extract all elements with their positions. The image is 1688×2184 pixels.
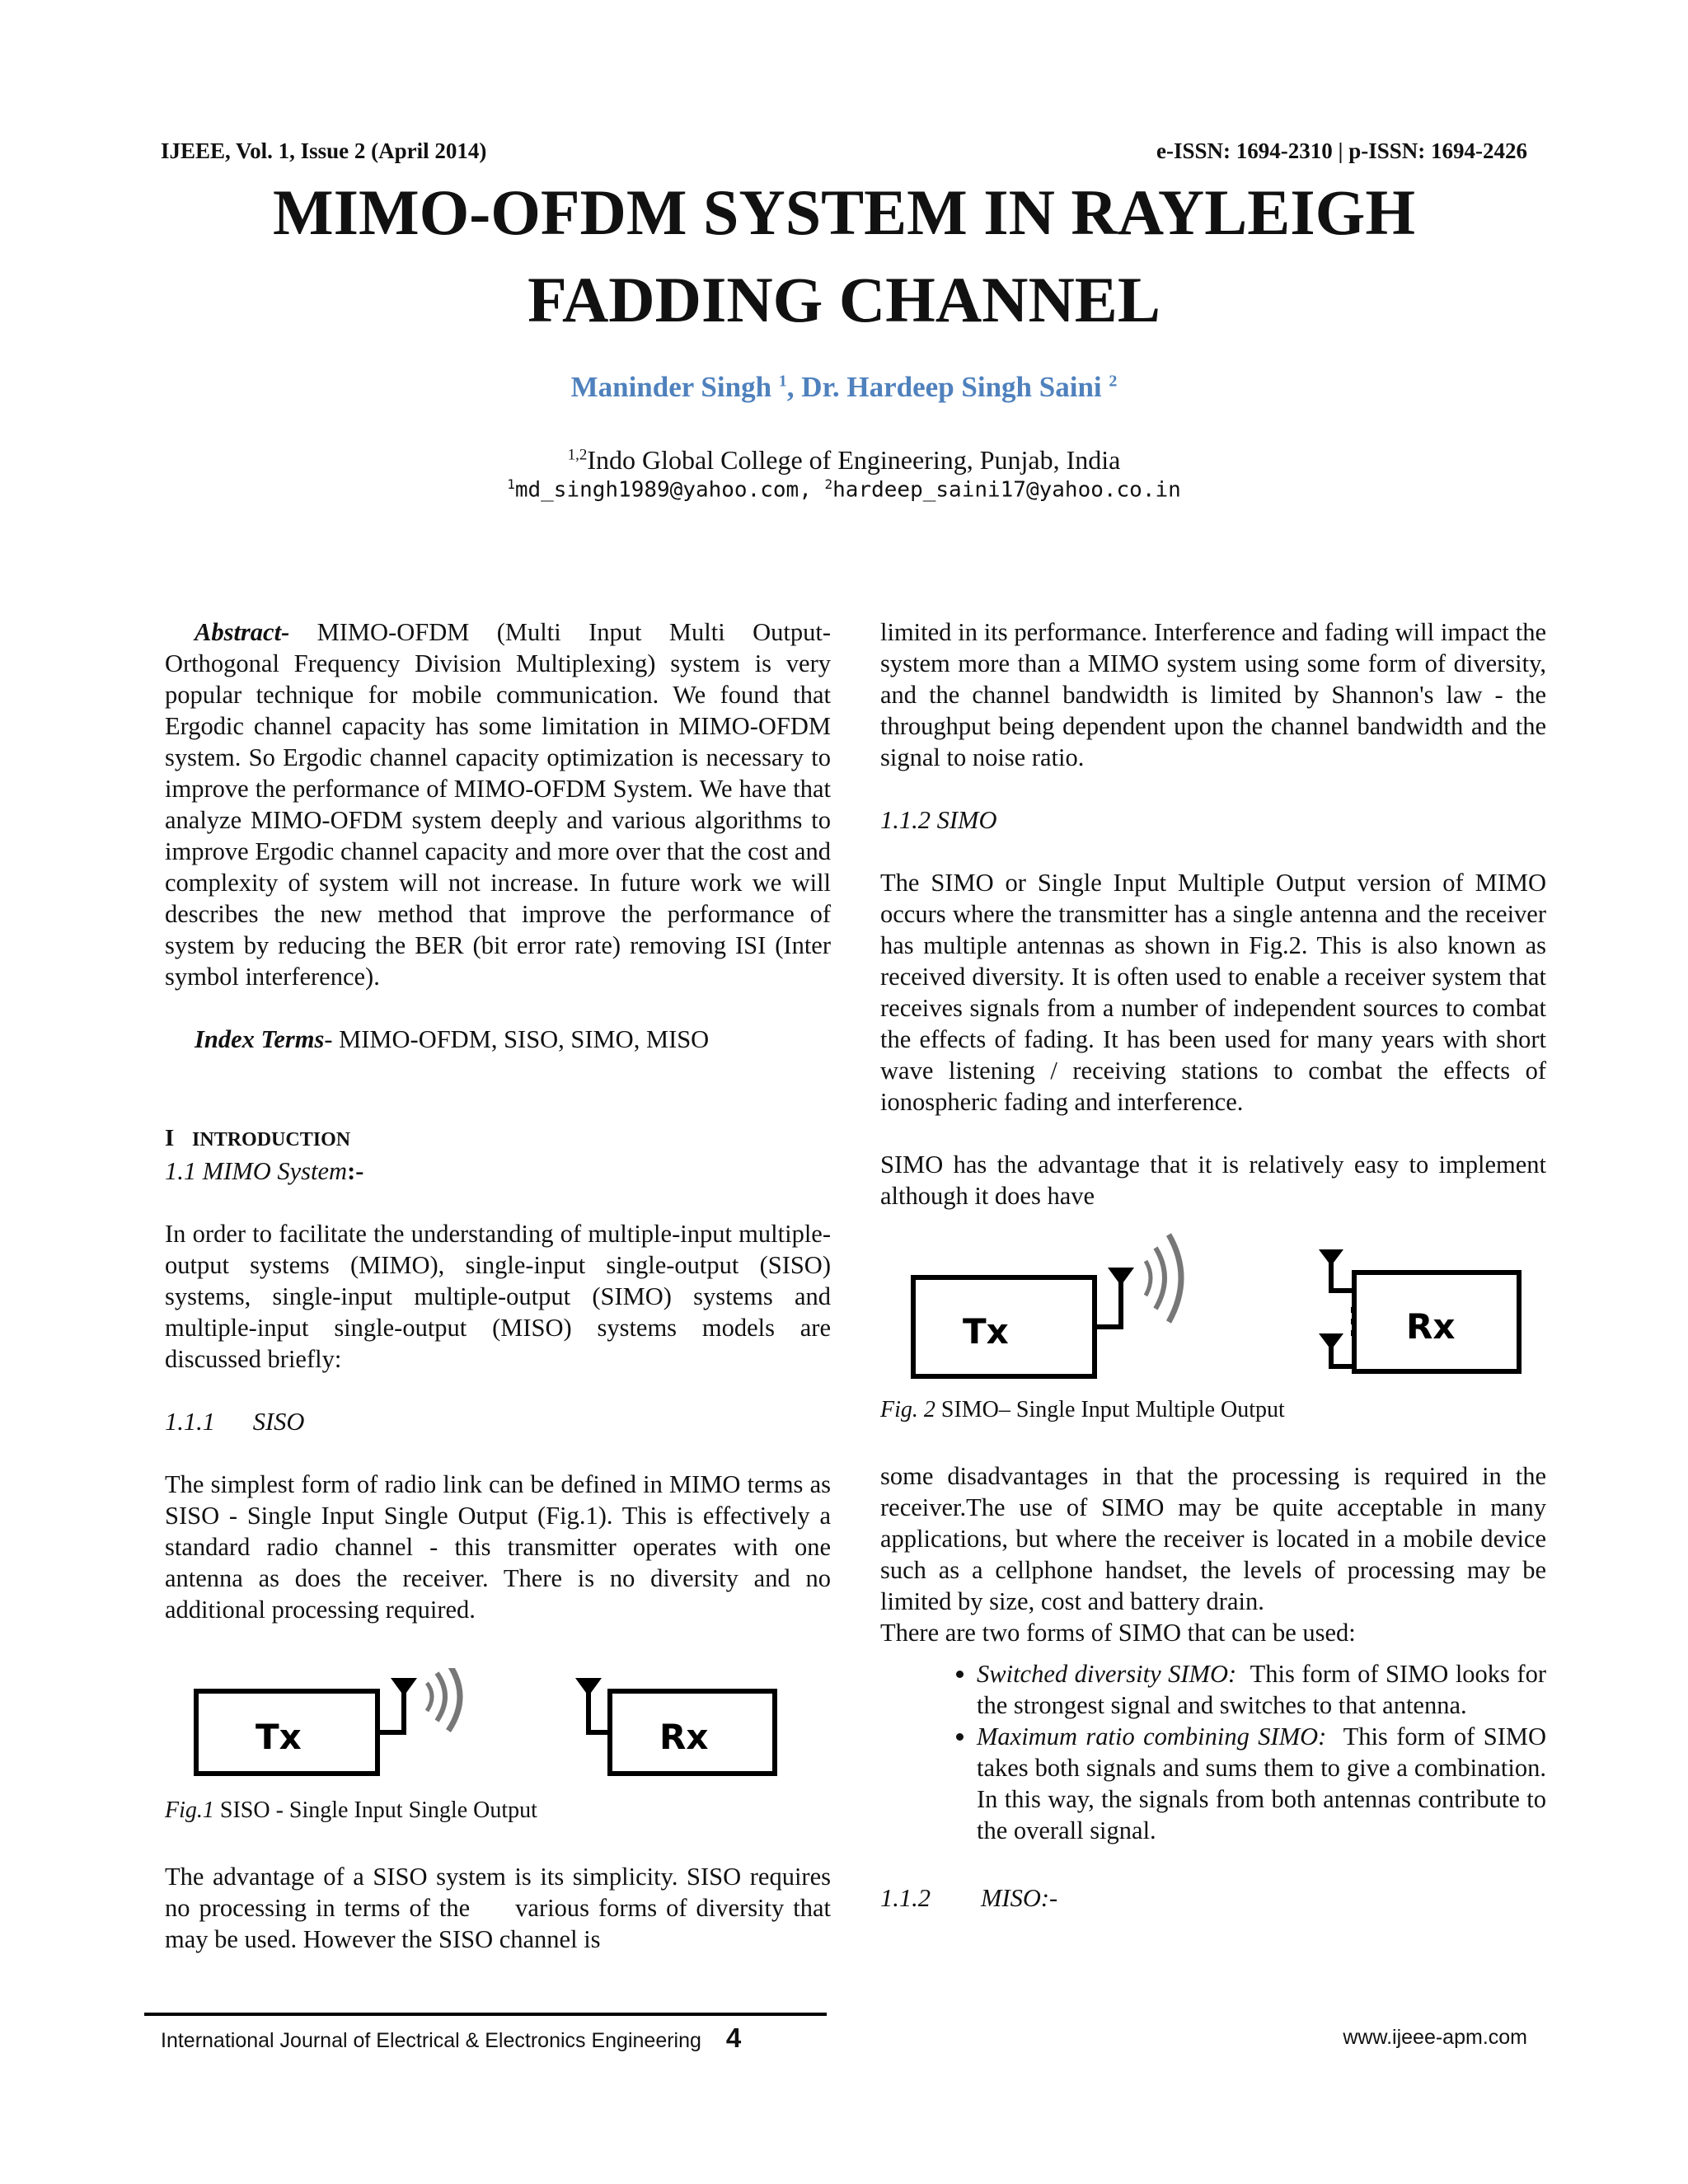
- section-title: INTRODUCTION: [192, 1129, 351, 1151]
- index-terms: [165, 1024, 831, 1055]
- wave-icon: [1156, 1248, 1165, 1309]
- author-2: Dr. Hardeep Singh Saini: [801, 371, 1102, 403]
- siso-limits-paragraph: limited in its performance. Interference and fading will impact the system more than a MIMO system using some form of diversity, and the channel bandwidth is limited by Shannon's law - the throughput being dependent upon the channel bandwidth and the signal to noise ratio.: [880, 618, 1546, 771]
- tx-antenna-head-icon: [1108, 1268, 1134, 1286]
- simo-paragraph: The SIMO or Single Input Multiple Output version of MIMO occurs where the transmitter has a single antenna and the receiver has multiple antennas as shown in Fig.2. This is also known as received diversity. It is often used to enable a receiver system that receives signals from a number of independent sources to combat the effects of fading. It has been used for many years with short wave listening / receiving stations to combat the effects of ionospheric fading and interference.: [880, 869, 1546, 1116]
- wave-icon: [1146, 1261, 1151, 1296]
- list-item: • Maximum ratio combining SIMO: This form of SIMO takes both signals and sums them to give a combination. In this way, the signals from both antennas contribute to the overall signal.: [977, 1721, 1546, 1846]
- emails: [0, 476, 1688, 503]
- email-1[interactable]: md_singh1989@yahoo.com,: [514, 477, 812, 503]
- abstract-label: Abstract-: [195, 618, 290, 646]
- wave-icon: [1169, 1235, 1181, 1322]
- author-1-sup: 1: [778, 372, 787, 391]
- figure-1-caption: Fig.1 SISO - Single Input Single Output: [165, 1797, 537, 1823]
- author-separator: ,: [786, 371, 802, 403]
- simo-forms-list: [880, 1658, 1553, 1846]
- subsection-simo: 1.1.2 SIMO: [880, 806, 997, 834]
- tx-label: Tx: [963, 1311, 1009, 1352]
- footer-url[interactable]: www.ijeee-apm.com: [1343, 2026, 1527, 2049]
- section-number: I: [165, 1125, 175, 1151]
- left-column: [165, 616, 837, 1955]
- footer-journal: International Journal of Electrical & Electronics Engineering 4: [161, 2022, 742, 2053]
- paper-title: [0, 169, 1688, 344]
- title-line-1: MIMO-OFDM SYSTEM IN RAYLEIGH: [272, 176, 1416, 248]
- email-1-sup: 1: [507, 476, 515, 492]
- tx-antenna-icon: [1095, 1281, 1121, 1327]
- author-2-sup: 2: [1109, 372, 1118, 391]
- wave-icon: [427, 1683, 432, 1711]
- figure-2: [880, 1228, 1546, 1393]
- subsection-miso: 1.1.2 MISO:-: [880, 1884, 1058, 1912]
- issn-header: e-ISSN: 1694-2310 | p-ISSN: 1694-2426: [1156, 138, 1527, 163]
- intro-paragraph: In order to facilitate the understanding of multiple-input multiple-output systems (MIMO), single-input single-output (SISO) systems, single-input multiple-output (SIMO) systems and multiple-input single-output (MISO) systems models are discussed briefly:: [165, 1220, 831, 1373]
- figure-1: [165, 1668, 831, 1792]
- abstract-text: MIMO-OFDM (Multi Input Multi Output-Orthogonal Frequency Division Multiplexing) system is very popular technique for mobile communication. We found that Ergodic channel capacity has some limitation in MIMO-OFDM system. So Ergodic channel capacity optimization is necessary to improve the performance of MIMO-OFDM System. We have that analyze MIMO-OFDM system deeply and various algorithms to improve Ergodic channel capacity and more over that the cost and complexity of system will not increase. In future work we will describes the new method that improve the performance of system by reducing the BER (bit error rate) removing ISI (Inter symbol interference).: [165, 618, 831, 991]
- affiliation-sup: 1,2: [567, 446, 588, 464]
- siso-advantage-paragraph: The advantage of a SISO system is its simplicity. SISO requires no processing in terms of the various forms of diversity that may be used. However the SISO channel is: [165, 1863, 837, 1953]
- rx-label: Rx: [1406, 1306, 1456, 1347]
- index-terms-text: - MIMO-OFDM, SISO, SIMO, MISO: [324, 1025, 710, 1053]
- tx-antenna-icon: [377, 1691, 404, 1732]
- footer-divider: [144, 2013, 827, 2016]
- tx-label: Tx: [256, 1717, 302, 1757]
- rx-antenna-1-icon: [1331, 1261, 1354, 1291]
- journal-header: IJEEE, Vol. 1, Issue 2 (April 2014): [161, 138, 487, 163]
- author-list: [0, 371, 1688, 404]
- page-number: 4: [725, 2022, 742, 2053]
- siso-diagram: [165, 1668, 831, 1792]
- title-line-2: FADDING CHANNEL: [528, 264, 1160, 335]
- simo-diagram: [880, 1228, 1546, 1393]
- rx-antenna-icon: [588, 1691, 610, 1732]
- tx-antenna-head-icon: [391, 1678, 417, 1696]
- subsection-mimo-system: 1.1 MIMO System:-: [165, 1157, 364, 1185]
- subsection-siso: 1.1.1 SISO: [165, 1408, 305, 1436]
- affiliation-text: Indo Global College of Engineering, Punjab, India: [587, 445, 1121, 475]
- simo-forms-intro: There are two forms of SIMO that can be used:: [880, 1619, 1356, 1647]
- list-item: • Switched diversity SIMO: This form of SIMO looks for the strongest signal and switches to that antenna.: [977, 1658, 1546, 1721]
- email-2-sup: 2: [824, 476, 833, 492]
- abstract-paragraph: [165, 616, 831, 992]
- figure-2-caption: Fig. 2 SIMO– Single Input Multiple Output: [880, 1397, 1285, 1422]
- affiliation: [0, 445, 1688, 476]
- wave-icon: [448, 1668, 460, 1731]
- section-heading-introduction: [165, 1122, 831, 1155]
- right-column: [880, 616, 1553, 1914]
- siso-paragraph: The simplest form of radio link can be defined in MIMO terms as SISO - Single Input Single Output (Fig.1). This is effectively a standard radio channel - this transmitter operates with one antenna as does the receiver. There is no diversity and no additional processing required.: [165, 1470, 831, 1624]
- rx-antenna-2-icon: [1331, 1345, 1354, 1366]
- rx-label: Rx: [659, 1717, 709, 1757]
- simo-advantage-paragraph: SIMO has the advantage that it is relatively easy to implement although it does have: [880, 1151, 1546, 1210]
- wave-icon: [437, 1673, 445, 1721]
- index-terms-label: Index Terms: [195, 1025, 325, 1053]
- simo-disadvantage-paragraph: some disadvantages in that the processing is required in the receiver.The use of SIMO may be quite acceptable in many applications, but where the receiver is located in a mobile device such as a cellphone handset, the levels of processing may be limited by size, cost and battery drain.: [880, 1462, 1546, 1615]
- author-1: Maninder Singh: [570, 371, 772, 403]
- email-2[interactable]: hardeep_saini17@yahoo.co.in: [832, 477, 1181, 503]
